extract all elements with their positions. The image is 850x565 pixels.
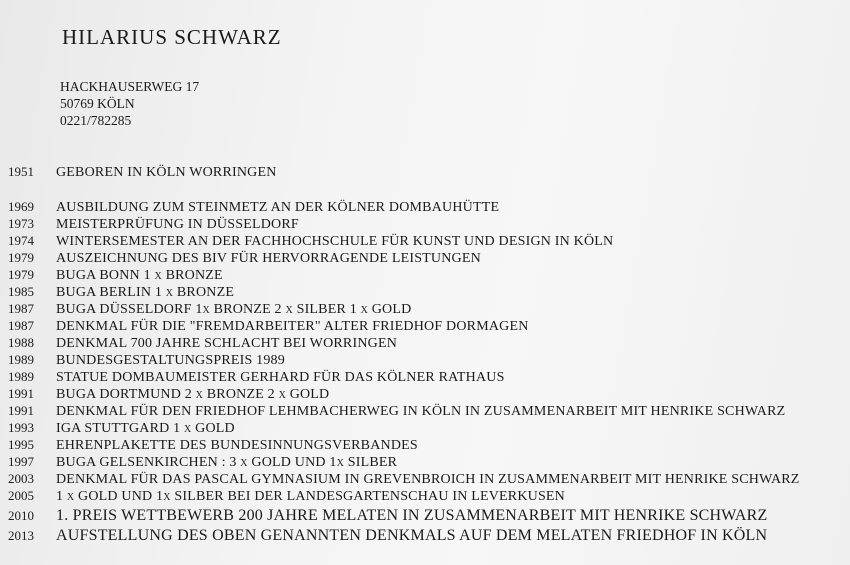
- entry-text: 1. PREIS WETTBEWERB 200 JAHRE MELATEN IN ZUSAMMENARBEIT MIT HENRIKE SCHWARZ: [56, 507, 768, 524]
- timeline-entry: [8, 507, 767, 525]
- entry-text: MEISTERPRÜFUNG IN DÜSSELDORF: [56, 217, 299, 232]
- entry-year: 1979: [8, 267, 34, 282]
- entry-year: 1995: [8, 437, 34, 452]
- entry-text: BUNDESGESTALTUNGSPREIS 1989: [56, 353, 285, 368]
- timeline-entry: [8, 368, 505, 386]
- timeline-entry: [8, 402, 785, 420]
- entry-text: AUSZEICHNUNG DES BIV FÜR HERVORRAGENDE LEISTUNGEN: [56, 251, 481, 266]
- entry-text: DENKMAL 700 JAHRE SCHLACHT BEI WORRINGEN: [56, 336, 398, 351]
- entry-year: 1989: [8, 369, 34, 384]
- entry-year: 2013: [8, 528, 34, 543]
- person-name: HILARIUS SCHWARZ: [62, 25, 282, 49]
- entry-year: 1985: [8, 284, 34, 299]
- entry-year: 1989: [8, 352, 34, 367]
- timeline-entry: [8, 487, 565, 505]
- address-block: [60, 78, 199, 129]
- entry-year: 2010: [8, 508, 34, 523]
- entry-text: IGA STUTTGARD 1 x GOLD: [56, 421, 235, 436]
- entry-year: 1951: [8, 164, 34, 179]
- entry-text: DENKMAL FÜR DIE "FREMDARBEITER" ALTER FRIEDHOF DORMAGEN: [56, 319, 529, 334]
- entry-text: 1 x GOLD UND 1x SILBER BEI DER LANDESGARTENSCHAU IN LEVERKUSEN: [56, 489, 565, 504]
- phone-line: 0221/782285: [60, 113, 132, 128]
- timeline-entry: [8, 470, 800, 488]
- entry-year: 1974: [8, 233, 34, 248]
- entry-year: 1988: [8, 335, 34, 350]
- entry-year: 1969: [8, 199, 34, 214]
- timeline-entry: [8, 453, 397, 471]
- timeline-entry: [8, 232, 613, 250]
- entry-text: AUFSTELLUNG DES OBEN GENANNTEN DENKMALS AUF DEM MELATEN FRIEDHOF IN KÖLN: [56, 527, 768, 544]
- entry-text: BUGA GELSENKIRCHEN : 3 x GOLD UND 1x SILBER: [56, 455, 398, 470]
- entry-text: DENKMAL FÜR DEN FRIEDHOF LEHMBACHERWEG IN KÖLN IN ZUSAMMENARBEIT MIT HENRIKE SCHWARZ: [56, 404, 786, 419]
- entry-text: DENKMAL FÜR DAS PASCAL GYMNASIUM IN GREVENBROICH IN ZUSAMMENARBEIT MIT HENRIKE SCHWARZ: [56, 472, 800, 487]
- timeline-entry: [8, 266, 223, 284]
- timeline-entry: [8, 317, 529, 335]
- entry-text: GEBOREN IN KÖLN WORRINGEN: [56, 165, 277, 180]
- entry-year: 2005: [8, 488, 34, 503]
- entry-year: 1987: [8, 318, 34, 333]
- entry-text: STATUE DOMBAUMEISTER GERHARD FÜR DAS KÖLNER RATHAUS: [56, 370, 505, 385]
- entry-year: 1991: [8, 403, 34, 418]
- entry-year: 1987: [8, 301, 34, 316]
- timeline-entry: [8, 198, 499, 216]
- entry-year: 1991: [8, 386, 34, 401]
- entry-text: AUSBILDUNG ZUM STEINMETZ AN DER KÖLNER DOMBAUHÜTTE: [56, 200, 500, 215]
- entry-text: WINTERSEMESTER AN DER FACHHOCHSCHULE FÜR KUNST UND DESIGN IN KÖLN: [56, 234, 614, 249]
- timeline-entry: [8, 249, 481, 267]
- entry-year: 2003: [8, 471, 34, 486]
- timeline-entry: [8, 385, 329, 403]
- entry-year: 1979: [8, 250, 34, 265]
- timeline-entry: [8, 419, 235, 437]
- street-line: HACKHAUSERWEG 17: [60, 79, 200, 94]
- timeline-entry: [8, 527, 767, 545]
- timeline-entry: [8, 163, 277, 181]
- timeline-entry: [8, 436, 418, 454]
- timeline-entry: [8, 283, 234, 301]
- entry-text: BUGA DORTMUND 2 x BRONZE 2 x GOLD: [56, 387, 330, 402]
- entry-text: BUGA BERLIN 1 x BRONZE: [56, 285, 235, 300]
- timeline-entry: [8, 300, 411, 318]
- city-line: 50769 KÖLN: [60, 96, 135, 111]
- timeline-entry: [8, 215, 299, 233]
- entry-year: 1993: [8, 420, 34, 435]
- entry-year: 1973: [8, 216, 34, 231]
- entry-year: 1997: [8, 454, 34, 469]
- entry-text: BUGA DÜSSELDORF 1x BRONZE 2 x SILBER 1 x GOLD: [56, 302, 412, 317]
- entry-text: BUGA BONN 1 x BRONZE: [56, 268, 223, 283]
- timeline-entry: [8, 334, 397, 352]
- entry-text: EHRENPLAKETTE DES BUNDESINNUNGSVERBANDES: [56, 438, 418, 453]
- timeline-entry: [8, 351, 285, 369]
